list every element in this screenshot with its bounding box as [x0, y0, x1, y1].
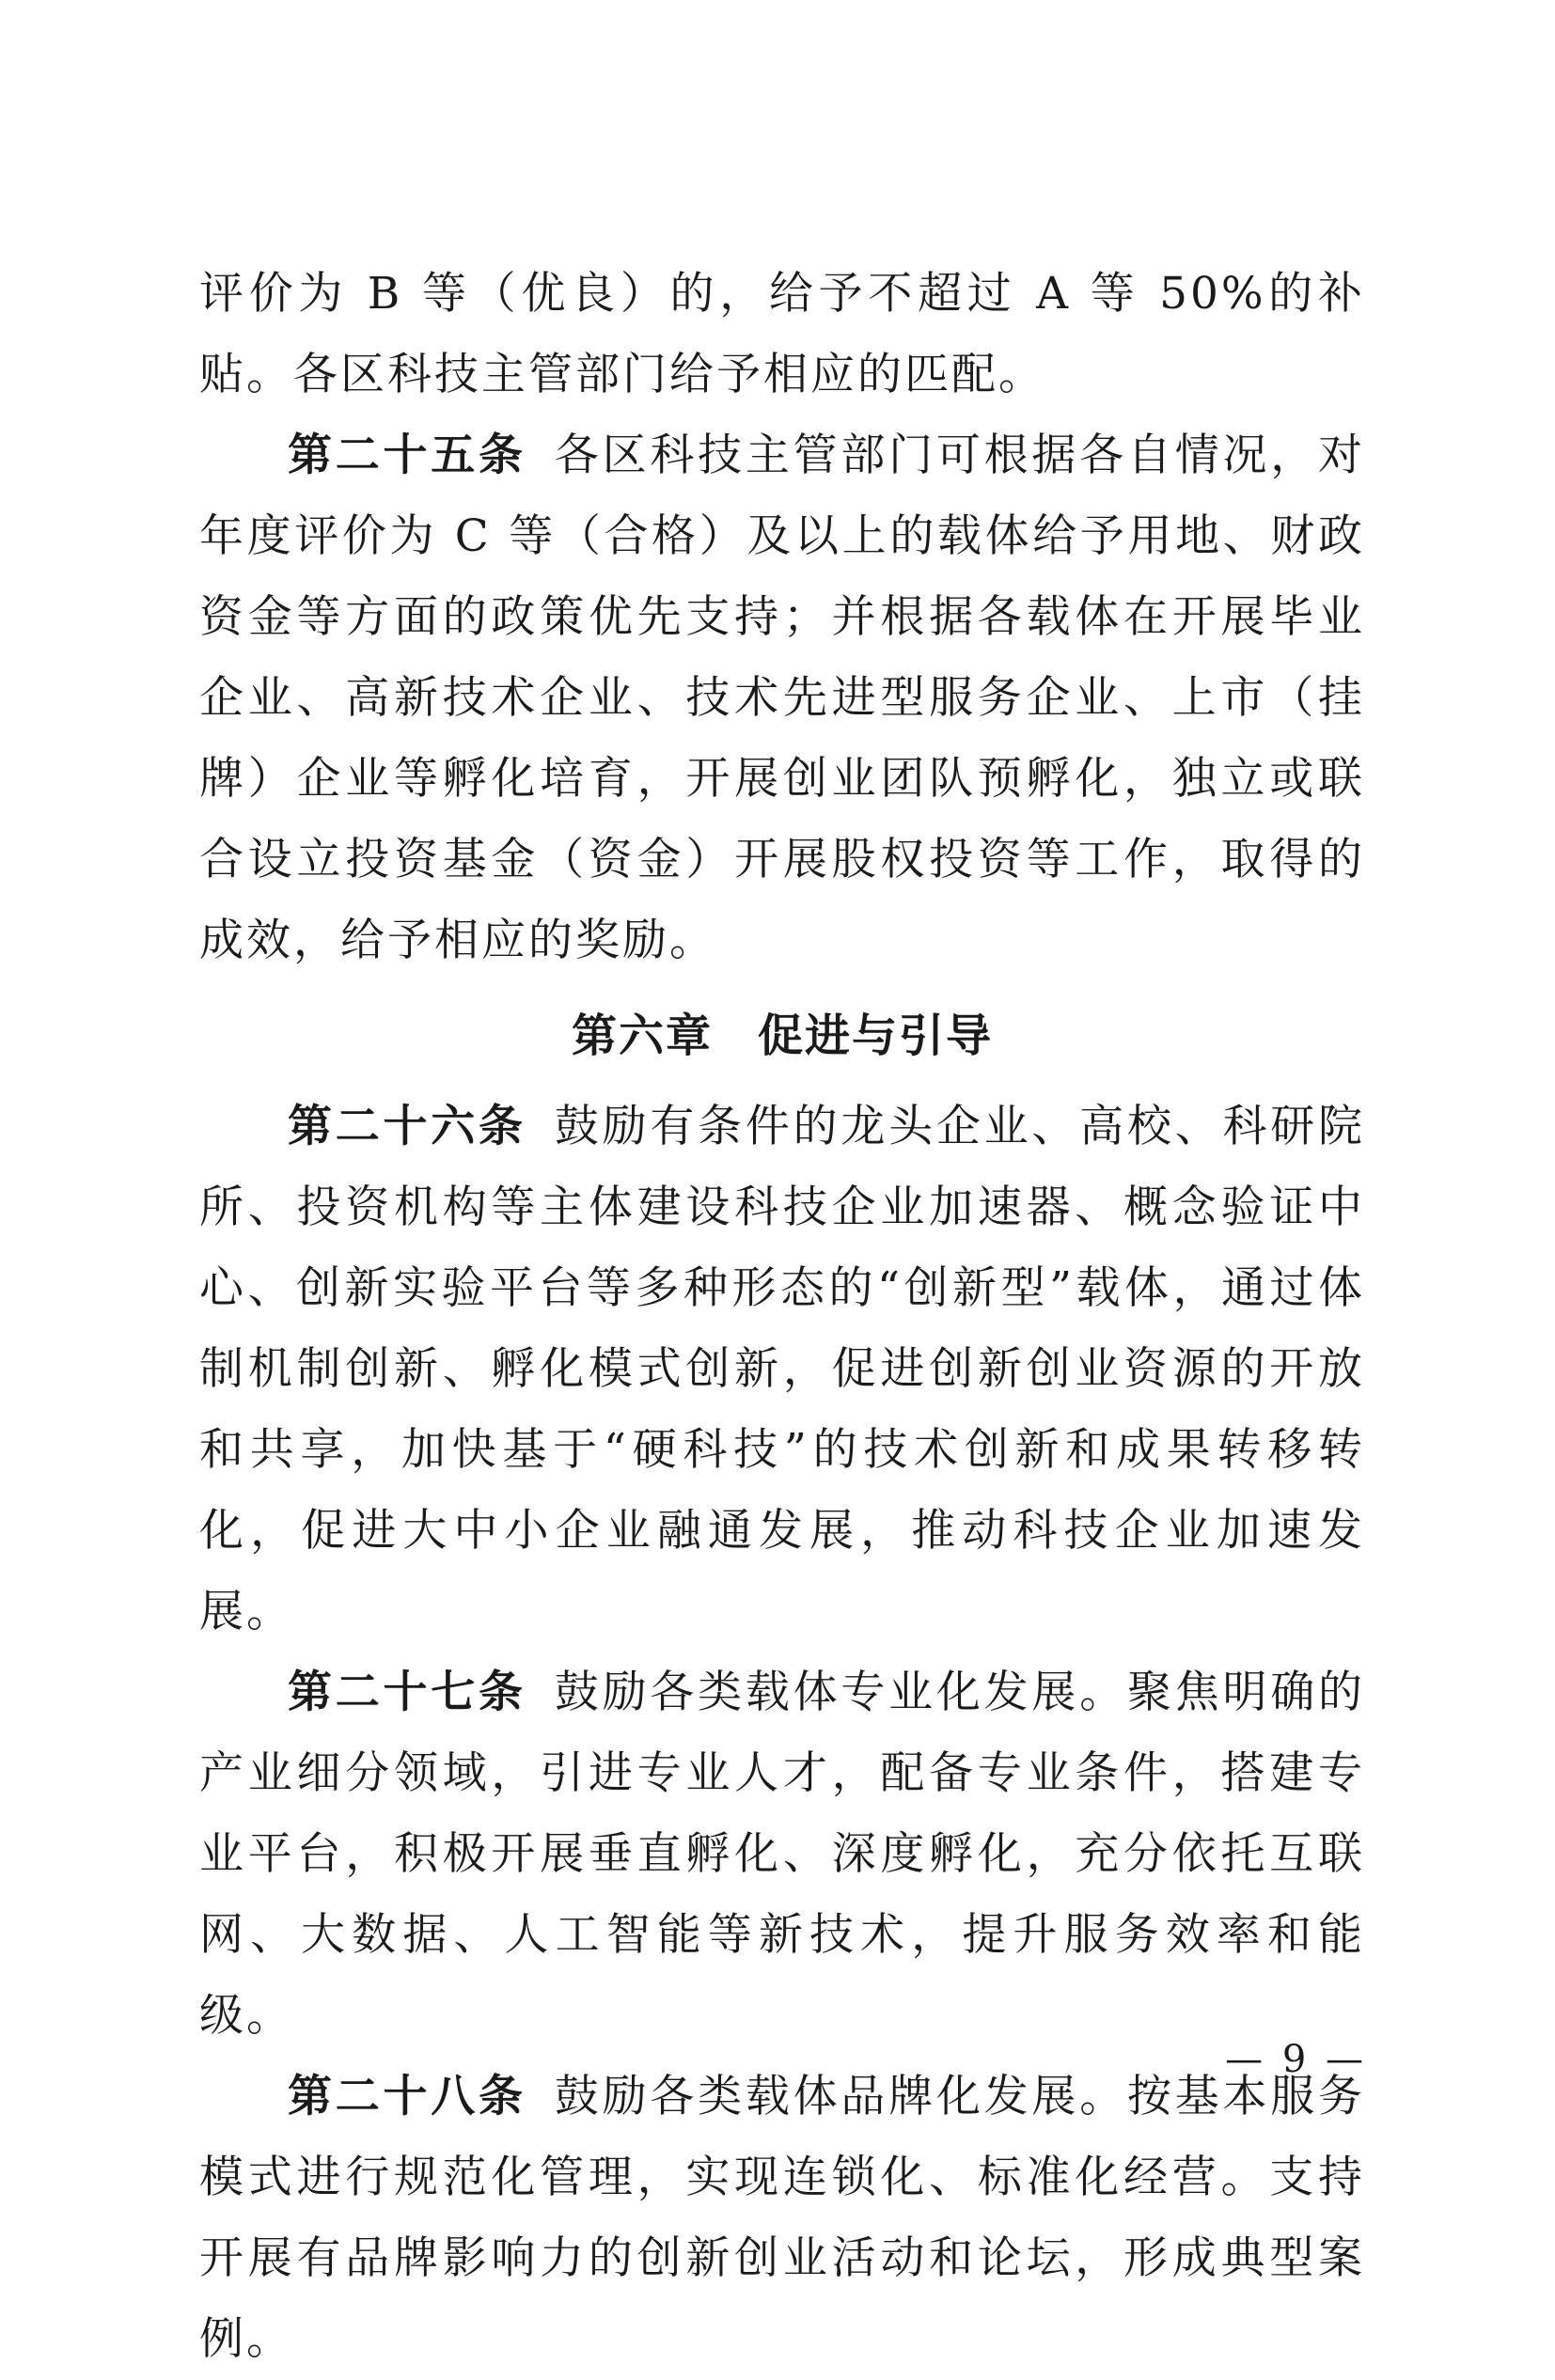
paragraph-continuation: 评价为 B 等（优良）的，给予不超过 A 等 50%的补贴。各区科技主管部门给予相应的匹配。	[199, 268, 1365, 400]
article-25	[199, 415, 1365, 981]
page-number: — 9 —	[1225, 2038, 1367, 2081]
article-27	[199, 1652, 1365, 2057]
article-28-text: 鼓励各类载体品牌化发展。按基本服务模式进行规范化管理，实现连锁化、标准化经营。支持开展有品牌影响力的创新创业活动和论坛，形成典型案例。	[199, 2071, 1366, 2365]
document-body	[199, 254, 1365, 2380]
article-25-heading: 第二十五条	[288, 430, 526, 481]
article-27-heading: 第二十七条	[288, 1667, 526, 1718]
chapter-number: 第六章	[571, 1010, 713, 1062]
article-26	[199, 1087, 1365, 1652]
article-27-text: 鼓励各类载体专业化发展。聚焦明确的产业细分领域，引进专业人才，配备专业条件，搭建专业平台，积极开展垂直孵化、深度孵化，充分依托互联网、大数据、人工智能等新技术，提升服务效率和能级。	[199, 1667, 1366, 2042]
article-25-text: 各区科技主管部门可根据各自情况，对年度评价为 C 等（合格）及以上的载体给予用地、财政资金等方面的政策优先支持；并根据各载体在开展毕业企业、高新技术企业、技术先进型服务企业、上市（挂牌）企业等孵化培育，开展创业团队预孵化，独立或联合设立投资基金（资金）开展股权投资等工作，取得的成效，给予相应的奖励。	[199, 430, 1366, 966]
article-28	[199, 2057, 1365, 2380]
chapter-title: 促进与引导	[758, 1010, 994, 1062]
article-26-text: 鼓励有条件的龙头企业、高校、科研院所、投资机构等主体建设科技企业加速器、概念验证中心、创新实验平台等多种形态的“创新型”载体，通过体制机制创新、孵化模式创新，促进创新创业资源的开放和共享，加快基于“硬科技”的技术创新和成果转移转化，促进大中小企业融通发展，推动科技企业加速发展。	[199, 1101, 1366, 1637]
chapter-heading	[199, 991, 1365, 1081]
article-28-heading: 第二十八条	[288, 2071, 526, 2122]
article-26-heading: 第二十六条	[288, 1101, 526, 1152]
